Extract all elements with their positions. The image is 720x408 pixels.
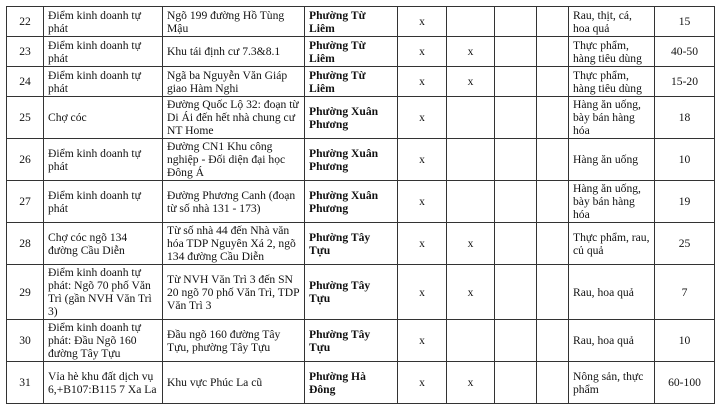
goods-cell: Rau, hoa quả: [569, 265, 655, 320]
capacity-cell: 7: [655, 265, 715, 320]
table-row: [7, 265, 715, 320]
mark-cell: [495, 67, 537, 97]
mark-cell: x: [398, 223, 447, 265]
mark-cell: [537, 265, 569, 320]
row-number: 30: [7, 320, 44, 362]
capacity-cell: 25: [655, 223, 715, 265]
mark-cell: [495, 320, 537, 362]
mark-cell: x: [447, 265, 495, 320]
location-cell: Đường Quốc Lộ 32: đoạn từ Di Ái đến hết nhà chung cư NT Home: [163, 97, 305, 139]
table-row: [7, 181, 715, 223]
table-row: [7, 37, 715, 67]
mark-cell: [495, 181, 537, 223]
capacity-cell: 19: [655, 181, 715, 223]
mark-cell: [537, 67, 569, 97]
category-cell: Điểm kinh doanh tự phát: [44, 7, 163, 37]
location-cell: Đầu ngõ 160 đường Tây Tựu, phường Tây Tựu: [163, 320, 305, 362]
mark-cell: x: [398, 37, 447, 67]
category-cell: Chợ cóc: [44, 97, 163, 139]
mark-cell: x: [398, 67, 447, 97]
category-cell: Vỉa hè khu đất dịch vụ 6,+B107:B115 7 Xa La: [44, 362, 163, 404]
goods-cell: Hàng ăn uống: [569, 139, 655, 181]
table-row: [7, 139, 715, 181]
goods-cell: Rau, hoa quả: [569, 320, 655, 362]
capacity-cell: 40-50: [655, 37, 715, 67]
ward-cell: Phường Xuân Phương: [305, 181, 398, 223]
ward-cell: Phường Tây Tựu: [305, 265, 398, 320]
mark-cell: [447, 7, 495, 37]
mark-cell: x: [447, 223, 495, 265]
mark-cell: [447, 97, 495, 139]
category-cell: Điểm kinh doanh tự phát: [44, 139, 163, 181]
location-cell: Từ số nhà 44 đến Nhà văn hóa TDP Nguyên Xá 2, ngõ 134 đường Cầu Diễn: [163, 223, 305, 265]
mark-cell: x: [447, 362, 495, 404]
table-row: [7, 320, 715, 362]
location-cell: Đường CN1 Khu công nghiệp - Đối diện đại học Đông Á: [163, 139, 305, 181]
mark-cell: x: [447, 67, 495, 97]
mark-cell: [537, 37, 569, 67]
ward-cell: Phường Hà Đông: [305, 362, 398, 404]
mark-cell: [537, 181, 569, 223]
table-body: [7, 7, 715, 404]
goods-cell: Nông sản, thực phẩm: [569, 362, 655, 404]
mark-cell: [537, 97, 569, 139]
mark-cell: [447, 320, 495, 362]
ward-cell: Phường Từ Liêm: [305, 67, 398, 97]
mark-cell: [495, 37, 537, 67]
ward-cell: Phường Tây Tựu: [305, 223, 398, 265]
mark-cell: x: [447, 37, 495, 67]
market-table: [6, 6, 715, 404]
ward-cell: Phường Từ Liêm: [305, 7, 398, 37]
category-cell: Điểm kinh doanh tự phát: [44, 181, 163, 223]
table-row: [7, 223, 715, 265]
row-number: 23: [7, 37, 44, 67]
mark-cell: [495, 7, 537, 37]
location-cell: Khu tái định cư 7.3&8.1: [163, 37, 305, 67]
goods-cell: Hàng ăn uống, bày bán hàng hóa: [569, 97, 655, 139]
capacity-cell: 18: [655, 97, 715, 139]
location-cell: Ngã ba Nguyễn Văn Giáp giao Hàm Nghi: [163, 67, 305, 97]
ward-cell: Phường Xuân Phương: [305, 97, 398, 139]
table-row: [7, 97, 715, 139]
row-number: 24: [7, 67, 44, 97]
goods-cell: Rau, thịt, cá, hoa quả: [569, 7, 655, 37]
location-cell: Ngõ 199 đường Hồ Tùng Mậu: [163, 7, 305, 37]
row-number: 28: [7, 223, 44, 265]
table-row: [7, 67, 715, 97]
goods-cell: Thực phẩm, hàng tiêu dùng: [569, 37, 655, 67]
location-cell: Đường Phương Canh (đoạn từ số nhà 131 - 173): [163, 181, 305, 223]
category-cell: Điểm kinh doanh tự phát: [44, 37, 163, 67]
mark-cell: [537, 320, 569, 362]
mark-cell: x: [398, 139, 447, 181]
location-cell: Từ NVH Văn Trì 3 đến SN 20 ngõ 70 phố Văn Trì, TDP Văn Trì 3: [163, 265, 305, 320]
mark-cell: [447, 139, 495, 181]
mark-cell: x: [398, 181, 447, 223]
mark-cell: [447, 181, 495, 223]
location-cell: Khu vực Phúc La cũ: [163, 362, 305, 404]
ward-cell: Phường Tây Tựu: [305, 320, 398, 362]
goods-cell: Hàng ăn uống, bày bán hàng hóa: [569, 181, 655, 223]
capacity-cell: 15: [655, 7, 715, 37]
capacity-cell: 60-100: [655, 362, 715, 404]
row-number: 31: [7, 362, 44, 404]
row-number: 29: [7, 265, 44, 320]
mark-cell: x: [398, 7, 447, 37]
mark-cell: [537, 223, 569, 265]
mark-cell: [495, 362, 537, 404]
goods-cell: Thực phẩm, rau, củ quả: [569, 223, 655, 265]
ward-cell: Phường Từ Liêm: [305, 37, 398, 67]
row-number: 25: [7, 97, 44, 139]
mark-cell: x: [398, 320, 447, 362]
goods-cell: Thực phẩm, hàng tiêu dùng: [569, 67, 655, 97]
mark-cell: [495, 97, 537, 139]
mark-cell: [537, 7, 569, 37]
capacity-cell: 15-20: [655, 67, 715, 97]
category-cell: Điểm kinh doanh tự phát: Ngõ 70 phố Văn Trì (gần NVH Văn Trì 3): [44, 265, 163, 320]
mark-cell: [495, 139, 537, 181]
mark-cell: [537, 139, 569, 181]
mark-cell: [495, 265, 537, 320]
table-row: [7, 7, 715, 37]
capacity-cell: 10: [655, 139, 715, 181]
mark-cell: [537, 362, 569, 404]
category-cell: Điểm kinh doanh tự phát: Đầu Ngõ 160 đường Tây Tựu: [44, 320, 163, 362]
table-row: [7, 362, 715, 404]
row-number: 26: [7, 139, 44, 181]
row-number: 22: [7, 7, 44, 37]
ward-cell: Phường Xuân Phương: [305, 139, 398, 181]
category-cell: Chợ cóc ngõ 134 đường Cầu Diễn: [44, 223, 163, 265]
capacity-cell: 10: [655, 320, 715, 362]
row-number: 27: [7, 181, 44, 223]
mark-cell: x: [398, 362, 447, 404]
mark-cell: x: [398, 265, 447, 320]
category-cell: Điểm kinh doanh tự phát: [44, 67, 163, 97]
mark-cell: [495, 223, 537, 265]
spreadsheet-page: [6, 6, 714, 404]
mark-cell: x: [398, 97, 447, 139]
